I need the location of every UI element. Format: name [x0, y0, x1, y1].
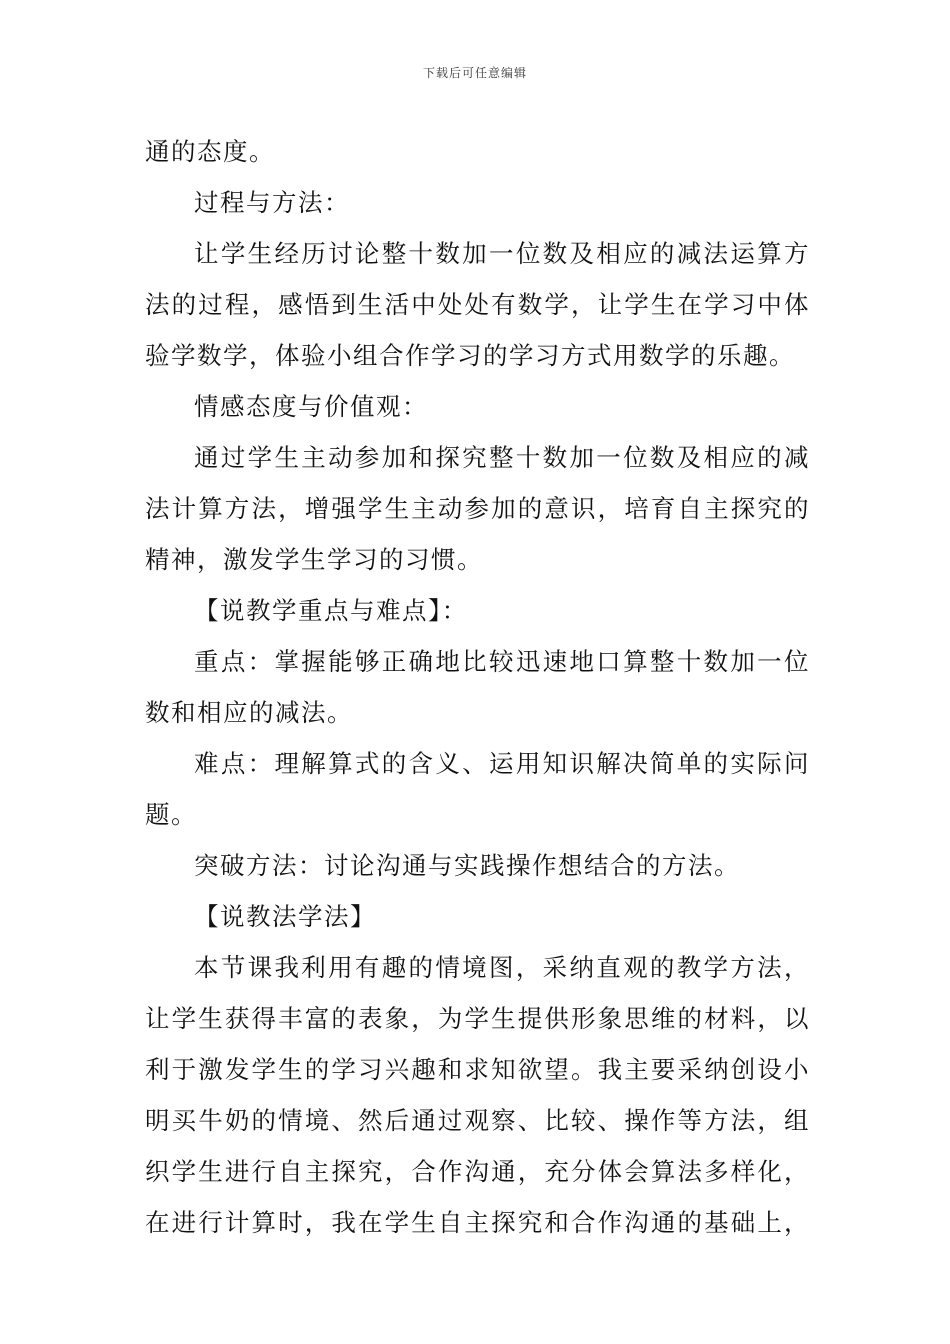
- text-line: 利于激发学生的学习兴趣和求知欲望。我主要采纳创设小: [145, 1055, 810, 1084]
- text-line: 法的过程，感悟到生活中处处有数学，让学生在学习中体: [145, 290, 810, 319]
- text-line: 让学生获得丰富的表象，为学生提供形象思维的材料，以: [145, 1004, 810, 1033]
- page-header: 下载后可任意编辑: [422, 66, 527, 80]
- text-line: 精神，激发学生学习的习惯。: [145, 545, 483, 574]
- text-line: 验学数学，体验小组合作学习的学习方式用数学的乐趣。: [145, 341, 795, 370]
- text-line: 织学生进行自主探究，合作沟通，充分体会算法多样化，: [145, 1157, 810, 1186]
- text-line: 通的态度。: [145, 137, 275, 166]
- text-line: 【说教法学法】: [194, 902, 376, 931]
- document-body: [145, 126, 810, 1248]
- text-line: 过程与方法：: [194, 188, 350, 217]
- text-line: 让学生经历讨论整十数加一位数及相应的减法运算方: [194, 239, 810, 268]
- text-line: 重点：掌握能够正确地比较迅速地口算整十数加一位: [194, 647, 810, 676]
- text-line: 题。: [145, 800, 197, 829]
- text-line: 数和相应的减法。: [145, 698, 353, 727]
- text-line: 法计算方法，增强学生主动参加的意识，培育自主探究的: [145, 494, 810, 523]
- text-line: 情感态度与价值观：: [194, 392, 428, 421]
- text-line: 在进行计算时，我在学生自主探究和合作沟通的基础上，: [145, 1208, 810, 1237]
- text-line: 明买牛奶的情境、然后通过观察、比较、操作等方法，组: [145, 1106, 810, 1135]
- text-line: 难点：理解算式的含义、运用知识解决简单的实际问: [194, 749, 810, 778]
- text-line: 通过学生主动参加和探究整十数加一位数及相应的减: [194, 443, 810, 472]
- text-line: 本节课我利用有趣的情境图，采纳直观的教学方法，: [194, 953, 810, 982]
- text-line: 突破方法：讨论沟通与实践操作想结合的方法。: [194, 851, 740, 880]
- text-line: 【说教学重点与难点】：: [194, 596, 468, 625]
